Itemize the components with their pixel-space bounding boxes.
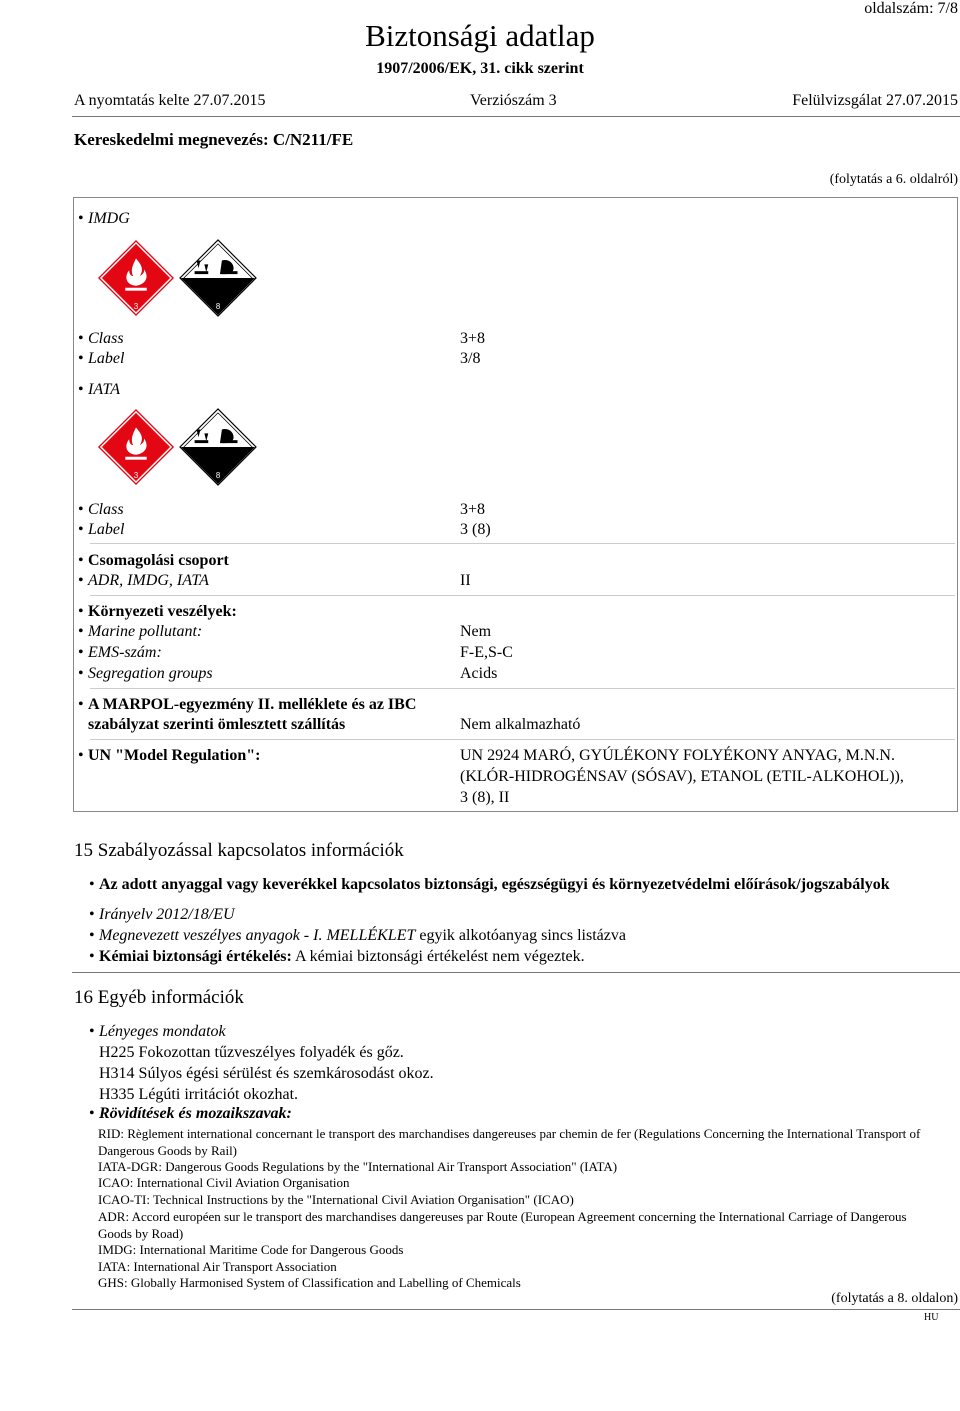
flammable-class-number: 3 (133, 471, 139, 481)
divider (90, 595, 955, 596)
packing-group-modes: • ADR, IMDG, IATA (88, 570, 209, 591)
corrosive-pictogram-icon (179, 408, 257, 486)
version-number: Verziószám 3 (470, 92, 557, 109)
flammable-pictogram-icon (97, 408, 175, 486)
chem-safety-value: A kémiai biztonsági értékelést nem végeztek. (294, 948, 585, 965)
divider (90, 543, 955, 544)
abbreviation-item: IMDG: International Maritime Code for Dangerous Goods (98, 1242, 404, 1257)
named-substances-value: egyik alkotóanyag sincs listázva (419, 927, 626, 944)
footer-divider (72, 1309, 960, 1310)
abbreviations-label: • Rövidítések és mozaikszavak: (99, 1103, 292, 1124)
regulations-heading: • Az adott anyaggal vagy keverékkel kapcsolatos biztonsági, egészségügyi és környezetvédelmi előírások/jogszabályok (99, 874, 890, 895)
segregation-value: Acids (460, 665, 498, 682)
marpol-value: Nem alkalmazható (460, 716, 581, 733)
header-divider (72, 116, 960, 117)
flammable-class-number: 3 (133, 302, 139, 312)
chem-safety-line (99, 946, 585, 967)
marine-pollutant-label: • Marine pollutant: (88, 621, 202, 642)
segregation-label: • Segregation groups (88, 663, 213, 684)
section-divider (72, 972, 960, 973)
un-model-label: • UN "Model Regulation": (88, 745, 260, 766)
un-model-value-line3: 3 (8), II (460, 789, 510, 806)
iata-label-value: 3 (8) (460, 521, 491, 538)
phrase-item: H225 Fokozottan tűzveszélyes folyadék és gőz. (99, 1044, 404, 1061)
packing-group-value: II (460, 572, 471, 589)
imdg-class-label: • Class (88, 328, 124, 349)
named-substances-label: Megnevezett veszélyes anyagok - I. MELLÉKLET (99, 927, 416, 944)
section-15-heading: 15 Szabályozással kapcsolatos információk (74, 840, 404, 861)
iata-class-value: 3+8 (460, 501, 486, 518)
trade-name: Kereskedelmi megnevezés: C/N211/FE (74, 130, 354, 149)
abbreviation-item: IATA-DGR: Dangerous Goods Regulations by the "International Air Transport Association" (IATA) (98, 1159, 618, 1174)
continued-to: (folytatás a 8. oldalon) (831, 1291, 958, 1306)
imdg-heading: • IMDG (88, 208, 130, 229)
directive-heading: • Irányelv 2012/18/EU (99, 904, 235, 925)
print-date: A nyomtatás kelte 27.07.2015 (74, 92, 266, 109)
iata-class-label: • Class (88, 499, 124, 520)
divider (90, 688, 955, 689)
abbreviation-item: RID: Règlement international concernant le transport des marchandises dangereuses par chemin de fer (Regulations Concerning the International Transport of Dangerous Goods by Rail) (98, 1126, 921, 1158)
un-model-value-line2: (KLÓR-HIDROGÉNSAV (SÓSAV), ETANOL (ETIL-ALKOHOL)), (460, 768, 904, 785)
abbreviation-item: ADR: Accord européen sur le transport des marchandises dangereuses par Route (European Agreement concerning the International Carriage of Dangerous Goods by Road) (98, 1209, 907, 1241)
section-16-heading: 16 Egyéb információk (74, 987, 244, 1008)
imdg-class-value: 3+8 (460, 330, 486, 347)
document-subtitle: 1907/2006/EK, 31. cikk szerint (376, 60, 584, 77)
corrosive-pictogram-icon (179, 239, 257, 317)
iata-label-label: • Label (88, 519, 124, 540)
page-number: oldalszám: 7/8 (864, 0, 958, 17)
ems-label: • EMS-szám: (88, 642, 162, 663)
imdg-label-label: • Label (88, 348, 124, 369)
corrosive-class-number: 8 (215, 471, 221, 481)
language-code: HU (924, 1312, 939, 1323)
abbreviation-item: IATA: International Air Transport Association (98, 1259, 337, 1274)
chem-safety-label: Kémiai biztonsági értékelés: (99, 948, 292, 965)
abbreviation-item: ICAO: International Civil Aviation Organisation (98, 1175, 350, 1190)
revision-date: Felülvizsgálat 27.07.2015 (792, 92, 958, 109)
packing-group-label: • Csomagolási csoport (88, 550, 229, 571)
abbreviation-item: GHS: Globally Harmonised System of Classification and Labelling of Chemicals (98, 1275, 521, 1290)
env-hazards-label: • Környezeti veszélyek: (88, 601, 237, 622)
named-substances-line (99, 925, 626, 946)
flammable-pictogram-icon (97, 239, 175, 317)
marpol-label: • A MARPOL-egyezmény II. melléklete és az IBC (88, 694, 416, 715)
divider (90, 739, 955, 740)
marpol-label-cont: szabályzat szerinti ömlesztett szállítás (88, 716, 346, 733)
continued-from: (folytatás a 6. oldalról) (829, 172, 958, 187)
marine-pollutant-value: Nem (460, 623, 492, 640)
relevant-phrases-label: • Lényeges mondatok (99, 1021, 226, 1042)
document-title: Biztonsági adatlap (365, 18, 595, 53)
abbreviation-item: ICAO-TI: Technical Instructions by the "International Civil Aviation Organisation" (ICAO) (98, 1192, 574, 1207)
iata-heading: • IATA (88, 379, 120, 400)
phrase-item: H335 Légúti irritációt okozhat. (99, 1086, 299, 1103)
un-model-value-line1: UN 2924 MARÓ, GYÚLÉKONY FOLYÉKONY ANYAG, M.N.N. (460, 747, 895, 764)
imdg-label-value: 3/8 (460, 350, 481, 367)
corrosive-class-number: 8 (215, 302, 221, 312)
phrase-item: H314 Súlyos égési sérülést és szemkárosodást okoz. (99, 1065, 434, 1082)
ems-value: F-E,S-C (460, 644, 513, 661)
